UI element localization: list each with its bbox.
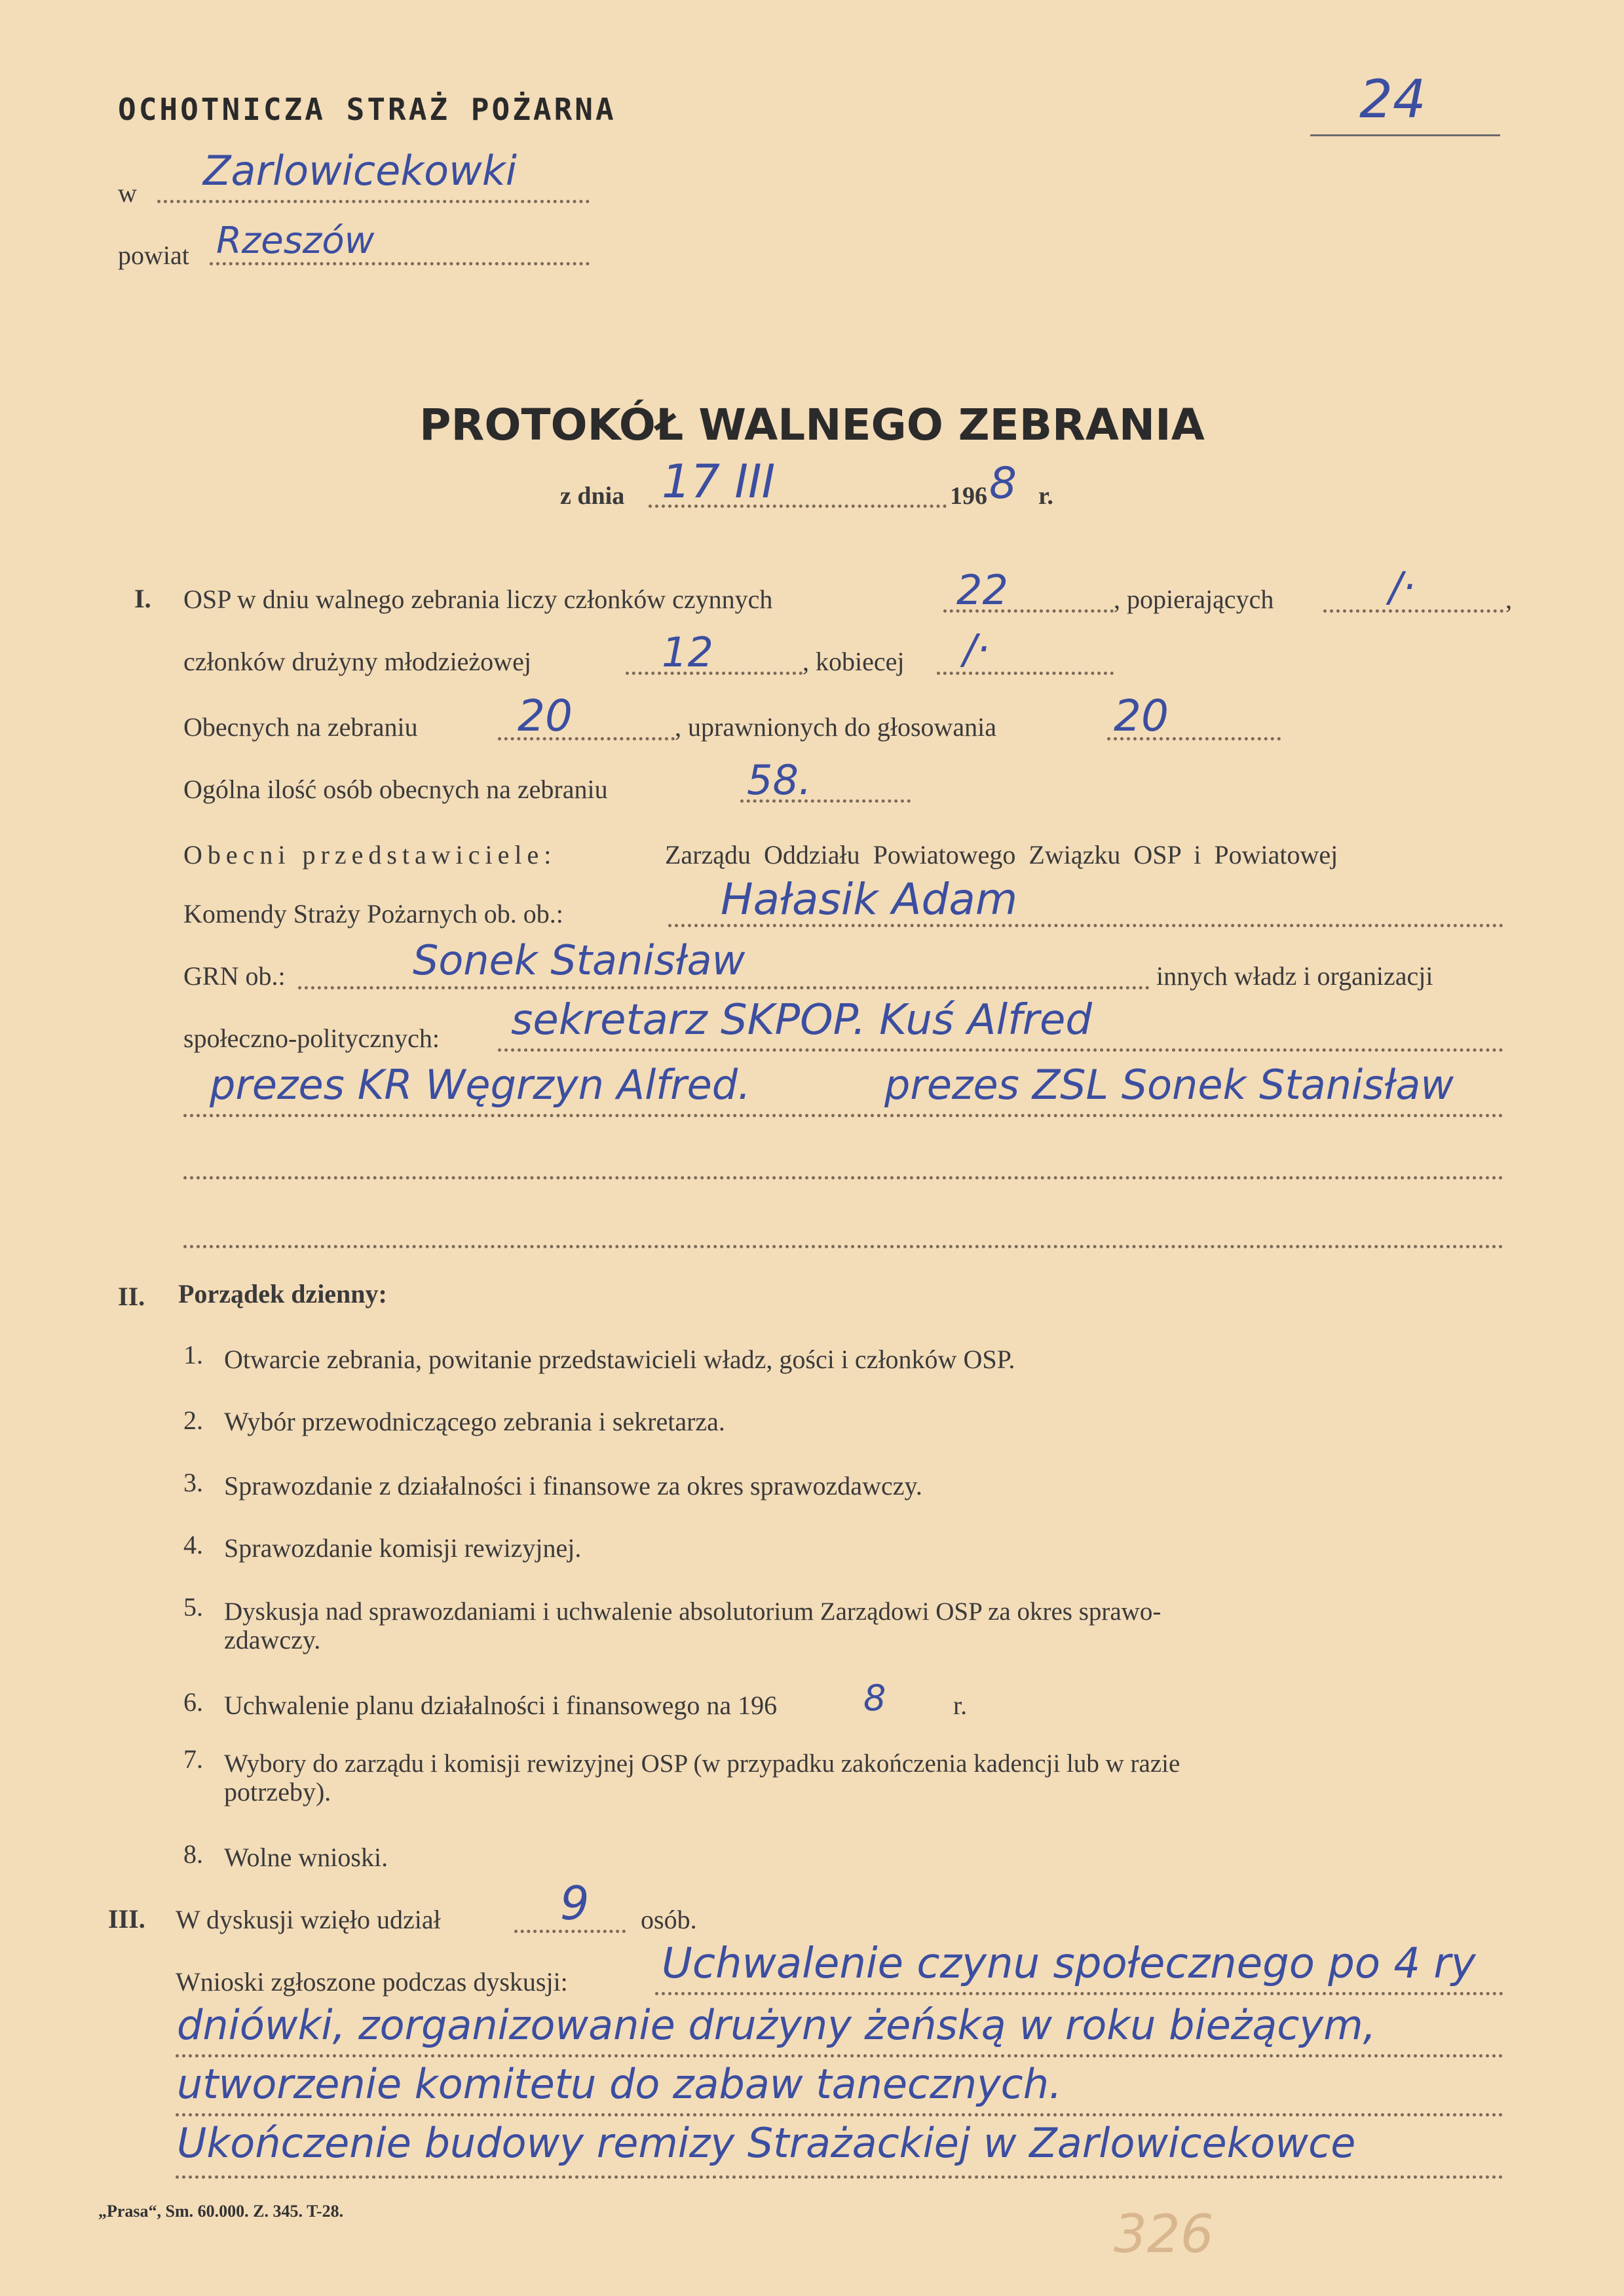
wnioski-line-2: dniówki, zorganizowanie drużyny żeńską w roku bieżącym, bbox=[177, 2001, 1376, 2049]
date-year-digit: 8 bbox=[989, 458, 1017, 508]
page-title: PROTOKÓŁ WALNEGO ZEBRANIA bbox=[419, 400, 1205, 450]
extra-value-a: prezes KR Węgrzyn Alfred. bbox=[210, 1061, 751, 1109]
w-value: Zarlowicekowki bbox=[203, 147, 517, 195]
agenda-item-text: Uchwalenie planu działalności i finansowego na 196 bbox=[224, 1691, 778, 1720]
agenda-item-number: 6. bbox=[183, 1687, 203, 1717]
spoleczno-value: sekretarz SKPOP. Kuś Alfred bbox=[511, 996, 1092, 1044]
agenda-item-number: 1. bbox=[183, 1340, 203, 1369]
uprawnionych-value: 20 bbox=[1114, 691, 1169, 741]
dyskusja-value: 9 bbox=[560, 1877, 590, 1930]
komendy-label: Komendy Straży Pożarnych ob. ob.: bbox=[183, 899, 563, 928]
ogolna-value: 58. bbox=[747, 756, 812, 804]
extra-dotted-line-1 bbox=[183, 1114, 1503, 1117]
wnioski-dotted-line-2 bbox=[176, 2054, 1503, 2057]
powiat-value: Rzeszów bbox=[216, 220, 375, 262]
date-prefix: z dnia bbox=[560, 482, 625, 510]
uprawnionych-label: , uprawnionych do głosowania bbox=[675, 712, 997, 742]
agenda-item-number: 5. bbox=[183, 1592, 203, 1622]
agenda-item-text: Wybory do zarządu i komisji rewizyjnej OSP (w przypadku zakończenia kadencji lub w razie bbox=[224, 1750, 1180, 1778]
czynnych-value: 22 bbox=[956, 566, 1008, 614]
agenda-item-text: Sprawozdanie z działalności i finansowe za okres sprawozdawczy. bbox=[224, 1471, 922, 1501]
popierajacych-value: /· bbox=[1389, 563, 1416, 611]
page-number-underline bbox=[1310, 134, 1500, 136]
innych-label: innych władz i organizacji bbox=[1156, 961, 1433, 991]
wnioski-line-3: utworzenie komitetu do zabaw tanecznych. bbox=[177, 2060, 1062, 2108]
organization-name: OCHOTNICZA STRAŻ POŻARNA bbox=[118, 92, 616, 127]
agenda-item-text: Wolne wnioski. bbox=[224, 1843, 388, 1872]
kobiecej-label: , kobiecej bbox=[803, 647, 905, 676]
druzyny-value: 12 bbox=[662, 628, 713, 676]
agenda-item-text: Wybór przewodniczącego zebrania i sekretarza. bbox=[224, 1407, 725, 1436]
powiat-dotted-line bbox=[210, 262, 590, 265]
wnioski-line-1: Uchwalenie czynu społecznego po 4 ry bbox=[662, 1940, 1476, 1988]
extra-value-b: prezes ZSL Sonek Stanisław bbox=[884, 1061, 1454, 1109]
extra-dotted-line-3 bbox=[183, 1245, 1503, 1248]
agenda-item-number: 2. bbox=[183, 1406, 203, 1435]
obecnych-label: Obecnych na zebraniu bbox=[183, 712, 418, 742]
druzyny-dotted-line bbox=[626, 672, 803, 675]
wnioski-line-4: Ukończenie budowy remizy Strażackiej w Zarlowicekowce bbox=[177, 2119, 1356, 2167]
kobiecej-value: /· bbox=[963, 625, 990, 673]
wnioski-dotted-line-3 bbox=[176, 2113, 1503, 2116]
date-year-prefix: 196 bbox=[950, 482, 987, 510]
spoleczno-label: społeczno-politycznych: bbox=[183, 1024, 440, 1053]
osob-label: osób. bbox=[641, 1905, 697, 1934]
popierajacych-label: , popierających bbox=[1114, 584, 1274, 614]
extra-dotted-line-2 bbox=[183, 1176, 1503, 1179]
agenda-item-text-after: r. bbox=[953, 1691, 968, 1720]
powiat-label: powiat bbox=[118, 240, 189, 270]
agenda-item-number: 3. bbox=[183, 1468, 203, 1497]
printer-footer: „Prasa“, Sm. 60.000. Z. 345. T-28. bbox=[98, 2202, 344, 2221]
ogolna-label: Ogólna ilość osób obecnych na zebraniu bbox=[183, 775, 608, 804]
spoleczno-dotted-line bbox=[498, 1048, 1503, 1052]
agenda-item-text: Otwarcie zebrania, powitanie przedstawicieli władz, gości i członków OSP. bbox=[224, 1345, 1015, 1374]
date-suffix: r. bbox=[1038, 482, 1053, 510]
w-dotted-line bbox=[157, 200, 590, 203]
agenda-item-text-continued: zdawczy. bbox=[224, 1625, 321, 1655]
page-number-handwritten: 24 bbox=[1359, 69, 1426, 130]
section1-numeral: I. bbox=[134, 584, 151, 613]
grn-value: Sonek Stanisław bbox=[413, 936, 746, 984]
przedstawiciele-label: Obecni przedstawiciele: bbox=[183, 840, 557, 870]
czynnych-label: OSP w dniu walnego zebrania liczy członków czynnych bbox=[183, 584, 773, 614]
wnioski-dotted-line-4 bbox=[176, 2175, 1503, 2179]
section2-numeral: II. bbox=[118, 1282, 145, 1311]
wnioski-dotted-line-1 bbox=[655, 1992, 1503, 1995]
section3-numeral: III. bbox=[108, 1904, 145, 1934]
popierajacych-comma: , bbox=[1505, 584, 1512, 614]
date-day-month: 17 III bbox=[662, 455, 776, 508]
wnioski-label: Wnioski zgłoszone podczas dyskusji: bbox=[176, 1967, 568, 1997]
agenda-item-text: Sprawozdanie komisji rewizyjnej. bbox=[224, 1533, 582, 1563]
agenda-item-text: Dyskusja nad sprawozdaniami i uchwalenie absolutorium Zarządowi OSP za okres sprawo- bbox=[224, 1598, 1161, 1626]
grn-label: GRN ob.: bbox=[183, 961, 286, 991]
w-label: w bbox=[118, 178, 137, 208]
obecnych-value: 20 bbox=[518, 691, 573, 741]
komendy-value: Hałasik Adam bbox=[721, 874, 1018, 925]
agenda-item-number: 4. bbox=[183, 1530, 203, 1559]
section2-heading: Porządek dzienny: bbox=[178, 1279, 387, 1309]
agenda-item-number: 8. bbox=[183, 1839, 203, 1869]
dyskusja-label: W dyskusji wzięło udział bbox=[176, 1905, 441, 1934]
grn-dotted-line bbox=[298, 986, 1150, 989]
agenda-item-text-continued: potrzeby). bbox=[224, 1777, 331, 1807]
przedstawiciele-rest: Zarządu Oddziału Powiatowego Związku OSP i Powiatowej bbox=[665, 840, 1338, 870]
agenda-year-digit: 8 bbox=[863, 1677, 886, 1719]
druzyny-label: członków drużyny młodzieżowej bbox=[183, 647, 531, 676]
archive-mark: 326 bbox=[1114, 2204, 1214, 2265]
agenda-item-number: 7. bbox=[183, 1744, 203, 1774]
